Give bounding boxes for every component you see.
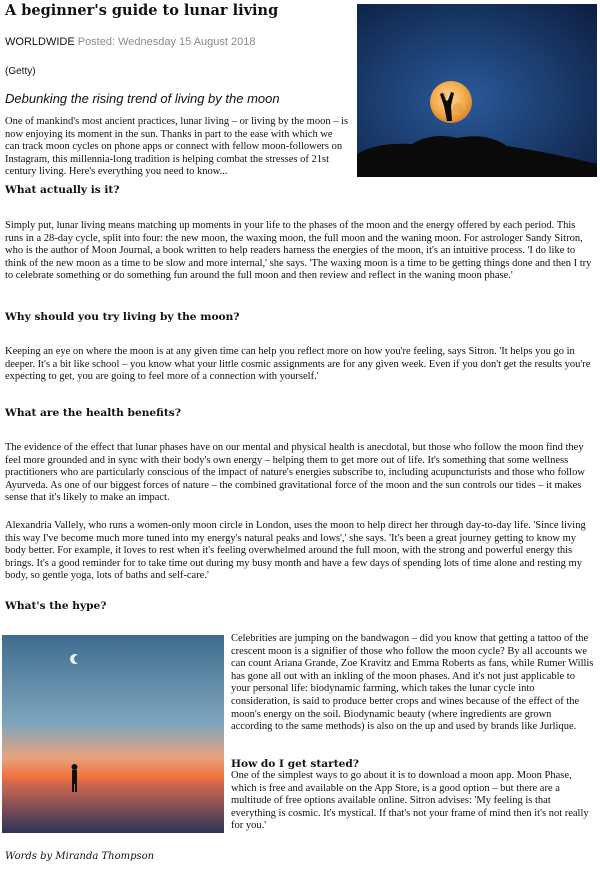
section-heading-hype: What's the hype? [5,600,107,612]
section-label[interactable]: WORLDWIDE [5,36,75,48]
paragraph-start: One of the simplest ways to go about it is to download a moon app. Moon Phase, which is free and available on the App Store, is a good option – but there are a multitude of free options available online. Sitron advises: 'My feeling is that everything is cosmic. It's mystical. If that's not your frame of mind then it's not really for you.' [231,770,589,832]
paragraph-why: Keeping an eye on where the moon is at any given time can help you reflect more on how you're feeling, says Sitron. 'It helps you go in deeper. It's a bit like school – you know what your little cosmic assignments are for any given week. Even if you don't get the results you're expecting to get, you are going to feel more of a connection with yourself.' [5,346,591,383]
posted-date: Posted: Wednesday 15 August 2018 [74,36,256,48]
section-heading-what: What actually is it? [5,184,120,196]
byline [5,36,256,48]
section-heading-why: Why should you try living by the moon? [5,311,240,323]
full-moon-photo [357,4,597,177]
standfirst: Debunking the rising trend of living by the moon [5,91,280,106]
author-signature: Words by Miranda Thompson [5,851,155,862]
section-heading-start: How do I get started? [231,758,359,770]
image-credit: (Getty) [5,66,36,77]
paragraph-health: The evidence of the effect that lunar phases have on our mental and physical health is anecdotal, but those who follow the moon find they feel more grounded and in sync with their body's own energy – helping them to get more out of life. It's something that some wellness practitioners who are particularly conscious of the impact of nature's energies subscribe to, including acupuncturists and those who follow Ayurveda. As one of our biggest forces of nature – the combined gravitational force of the moon and the sun controls our tides – it makes sense that it's likely to make an impact. [5,442,585,504]
section-heading-health: What are the health benefits? [5,407,181,419]
paragraph-hype: Celebrities are jumping on the bandwagon – did you know that getting a tattoo of the crescent moon is a signifier of those who follow the moon cycle? By all accounts we can count Ariana Grande, Zoe Kravitz and Emma Roberts as fans, while Rumer Willis has gone all out with an inkling of the moon phases. And it's not just applicable to your personal life: biodynamic farming, which takes the lunar cycle into consideration, is said to produce better crops and wines because of the effect of the moon's energy on the soil. Biodynamic beauty (where ingredients are grown according to the same methods) is also on the up and used by brands like Jurlique. [231,633,594,733]
paragraph-vallely: Alexandria Vallely, who runs a women-only moon circle in London, uses the moon to help direct her through day-to-day life. 'Since living this way I've become much more tuned into my energy's natural peaks and lows',' she says. 'It's been a great journey getting to know my body better. For example, it loves to rest when it's feeling overwhelmed around the full moon, with the strong and powerful energy this brings. It's a good reminder for to take time out during my busy month and have a few days of spending lots of time alone and resting my body, so gentle yoga, lots of baths and self-care.' [5,520,586,582]
intro-paragraph: One of mankind's most ancient practices, lunar living – or living by the moon – is now enjoying its moment in the sun. Thanks in part to the ease with which we can track moon cycles on phone apps or connect with fellow moon-followers on Instagram, this millennia-long tradition is helping combat the stresses of 21st century living. Here's everything you need to know... [5,116,349,178]
paragraph-what: Simply put, lunar living means matching up moments in your life to the phases of the moon and the energy offered by each period. This runs in a 28-day cycle, split into four: the new moon, the waxing moon, the full moon and the waning moon. For astrologer Sandy Sitron, who is the author of Moon Journal, a book written to help readers harness the energies of the moon, it's an intuitive process. 'I do like to think of the new moon as a time to be slow and more internal,' she says. 'The waxing moon is a time to be getting things done and then I try to celebrate something or do something fun around the full moon and then review and reflect in the waning moon phase.' [5,220,592,282]
sunset-silhouette-photo [2,635,224,833]
article-title: A beginner's guide to lunar living [5,2,279,19]
